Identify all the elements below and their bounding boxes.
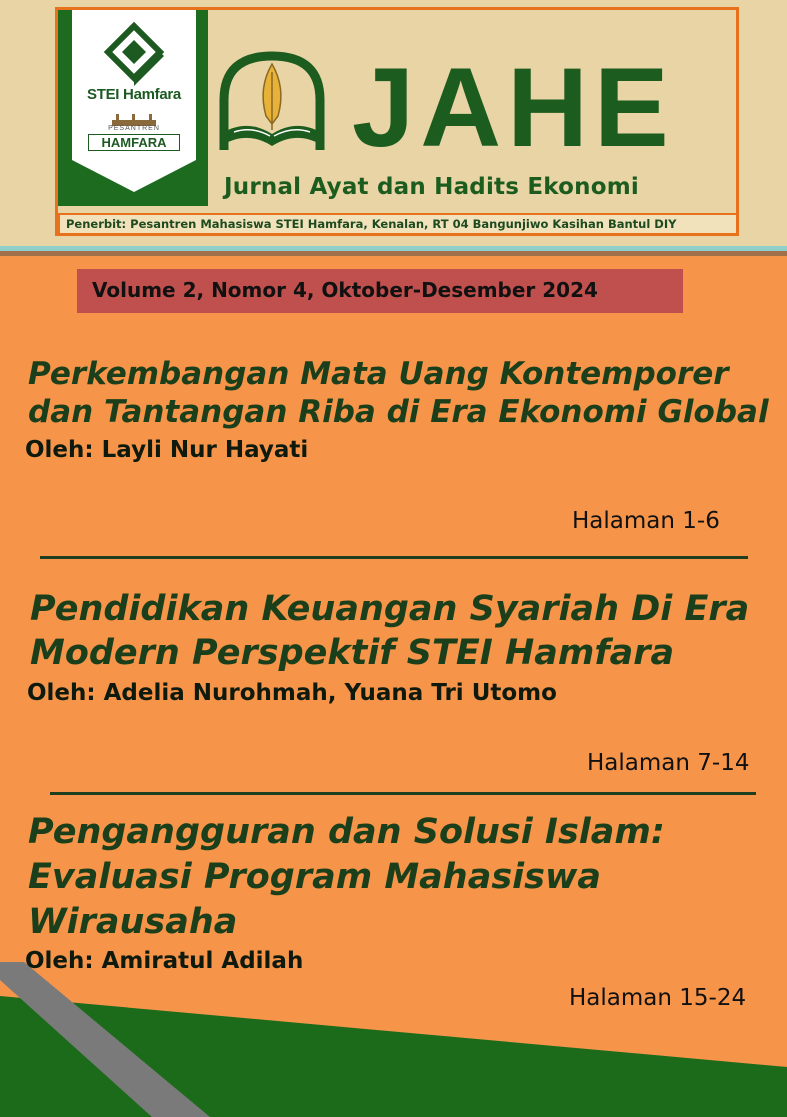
article-divider-2 — [50, 792, 756, 795]
article-1-title-line-2: dan Tantangan Riba di Era Ekonomi Global — [28, 394, 769, 430]
article-divider-1 — [40, 556, 748, 559]
logo-pesantren-text: PESANTREN — [108, 125, 160, 132]
journal-full-name: Jurnal Ayat dan Hadits Ekonomi — [224, 174, 639, 200]
article-3-title-line-3: Wirausaha — [28, 902, 238, 942]
article-3-author: Oleh: Amiratul Adilah — [25, 948, 304, 974]
journal-abbreviation: JAHE — [352, 45, 675, 170]
book-quill-emblem-icon — [214, 50, 330, 162]
article-2-author: Oleh: Adelia Nurohmah, Yuana Tri Utomo — [27, 680, 557, 706]
article-1-author: Oleh: Layli Nur Hayati — [25, 437, 309, 463]
logo-org-text: STEI Hamfara — [87, 86, 181, 103]
article-2-title-line-2: Modern Perspektif STEI Hamfara — [30, 633, 675, 673]
logo-hamfara-text: HAMFARA — [88, 134, 180, 151]
article-1-title-line-1: Perkembangan Mata Uang Kontemporer — [28, 356, 729, 392]
article-3-title-line-1: Pengangguran dan Solusi Islam: — [28, 812, 665, 852]
article-1-pages: Halaman 1-6 — [572, 508, 720, 534]
article-2-title-line-1: Pendidikan Keuangan Syariah Di Era — [30, 589, 750, 629]
header-divider-brown — [0, 251, 787, 256]
article-3-title-line-2: Evaluasi Program Mahasiswa — [28, 857, 601, 897]
article-2-pages: Halaman 7-14 — [587, 750, 750, 776]
publisher-text: Penerbit: Pesantren Mahasiswa STEI Hamfara, Kenalan, RT 04 Bangunjiwo Kasihan Bantul DIY — [66, 217, 677, 231]
volume-text: Volume 2, Nomor 4, Oktober-Desember 2024 — [92, 278, 598, 302]
article-3-pages: Halaman 15-24 — [569, 985, 747, 1011]
